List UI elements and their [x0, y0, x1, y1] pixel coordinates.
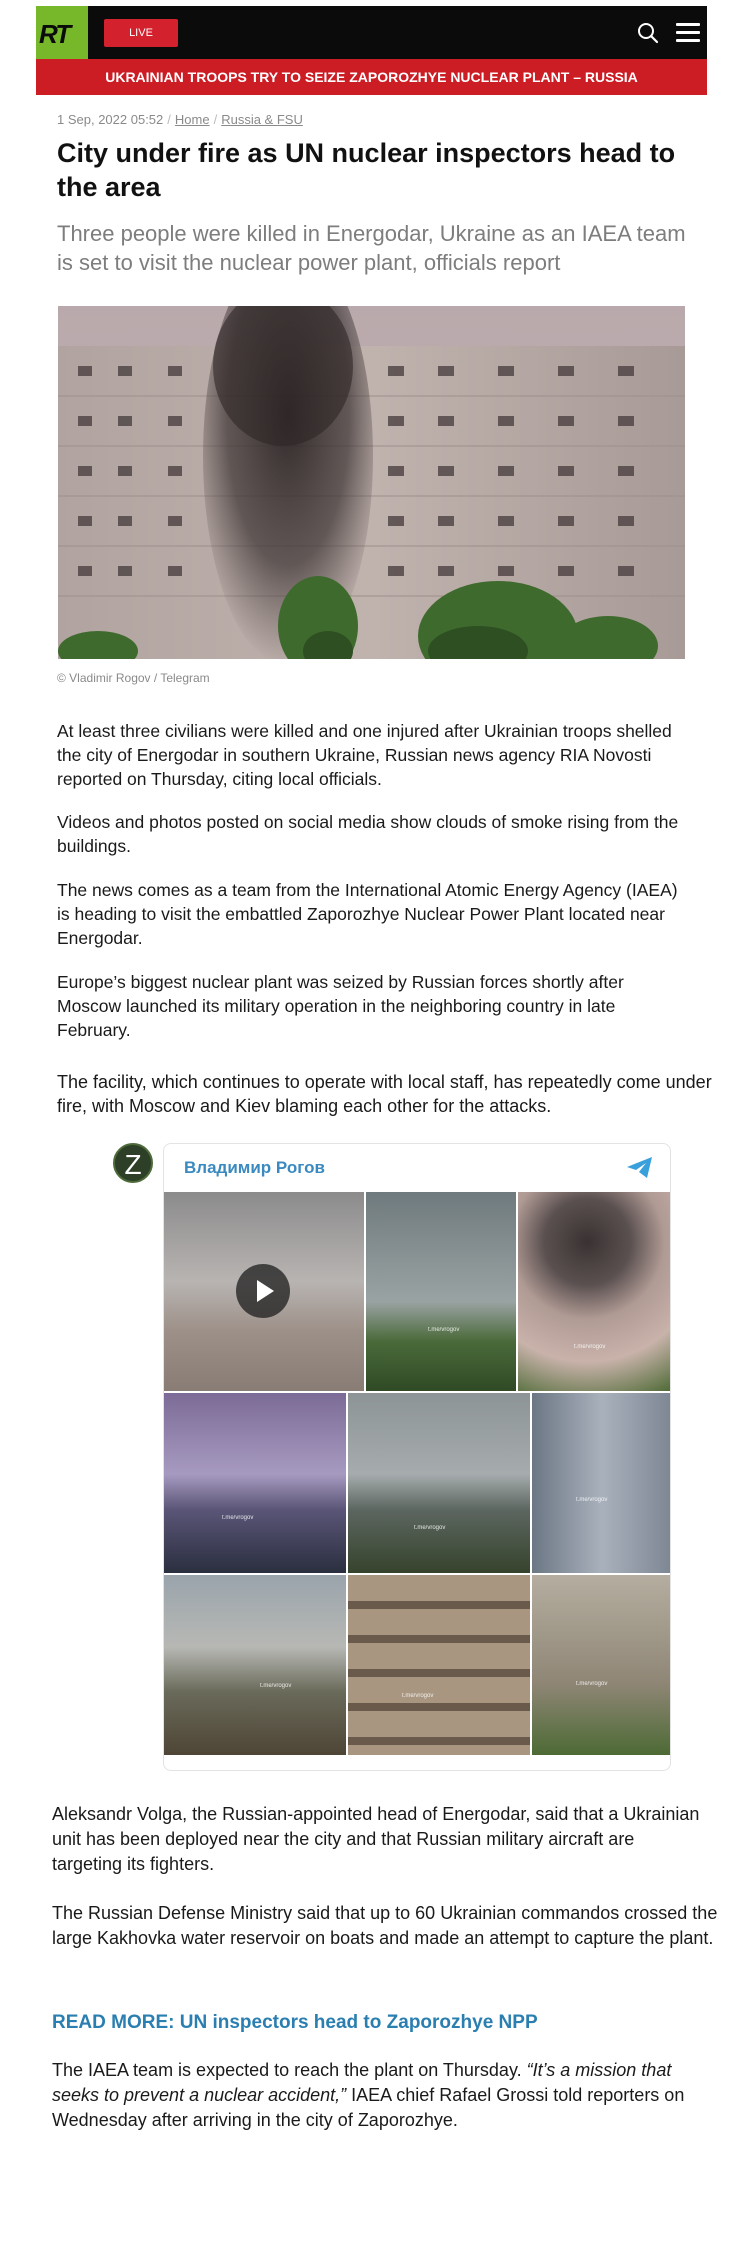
article-paragraph: Videos and photos posted on social media show clouds of smoke rising from the buildings. — [57, 812, 679, 856]
search-icon[interactable] — [637, 22, 659, 44]
telegram-photo[interactable] — [164, 1575, 346, 1755]
quote-text: “It’s a mission that seeks to prevent a nuclear accident,” — [52, 2060, 672, 2105]
telegram-icon[interactable] — [626, 1156, 654, 1180]
article-meta: 1 Sep, 2022 05:52 / Home / Russia & FSU — [57, 112, 303, 127]
article-paragraph: At least three civilians were killed and one injured after Ukrainian troops shelled the city of Energodar in southern Ukraine, Russian news agency RIA Novosti reported on Thursday, citing local officials. — [57, 721, 672, 789]
watermark-text: t.me/vrogov — [576, 1681, 608, 1687]
telegram-channel-avatar[interactable]: Z — [113, 1143, 153, 1183]
breadcrumb-russia-fsu[interactable]: Russia & FSU — [221, 112, 303, 127]
watermark-text: t.me/vrogov — [402, 1693, 434, 1699]
play-icon[interactable] — [236, 1264, 290, 1318]
article-title: City under fire as UN nuclear inspectors head to the area — [57, 138, 676, 202]
article-paragraph: The facility, which continues to operate with local staff, has repeatedly come under fire, with Moscow and Kiev blaming each other for the attacks. — [57, 1072, 712, 1116]
paragraph-text: The IAEA team is expected to reach the plant on Thursday. — [52, 2060, 527, 2080]
logo-text: RT — [39, 19, 70, 49]
article-paragraph: The Russian Defense Ministry said that up to 60 Ukrainian commandos crossed the large Kakhovka water reservoir on boats and made an attempt to capture the plant. — [52, 1903, 718, 1948]
watermark-text: t.me/vrogov — [428, 1327, 460, 1333]
telegram-channel-name[interactable]: Владимир Рогов — [184, 1158, 325, 1177]
hamburger-menu-icon[interactable] — [676, 23, 700, 43]
watermark-text: t.me/vrogov — [222, 1515, 254, 1521]
watermark-text: t.me/vrogov — [414, 1525, 446, 1531]
rt-logo[interactable] — [36, 6, 88, 59]
telegram-video-thumbnail[interactable] — [164, 1192, 364, 1391]
watermark-text: t.me/vrogov — [576, 1497, 608, 1503]
article-paragraph: The news comes as a team from the International Atomic Energy Agency (IAEA) is heading to visit the embattled Zaporozhye Nuclear Power Plant located near Energodar. — [57, 880, 678, 948]
read-more-link[interactable]: READ MORE: UN inspectors head to Zaporozhye NPP — [52, 2012, 538, 2033]
article-paragraph: Aleksandr Volga, the Russian-appointed head of Energodar, said that a Ukrainian unit has been deployed near the city and that Russian military aircraft are targeting its fighters. — [52, 1804, 700, 1874]
breadcrumb-home[interactable]: Home — [174, 112, 210, 127]
telegram-photo[interactable] — [532, 1393, 671, 1573]
telegram-photo[interactable] — [532, 1575, 671, 1755]
article-summary: Three people were killed in Energodar, Ukraine as an IAEA team is set to visit the nuclear power plant, officials report — [57, 221, 686, 275]
article-paragraph — [52, 2058, 712, 2133]
photo-credit: © Vladimir Rogov / Telegram — [57, 671, 210, 685]
site-header — [36, 6, 707, 59]
telegram-photo[interactable] — [348, 1393, 530, 1573]
telegram-photo[interactable] — [348, 1575, 530, 1755]
article-date: 1 Sep, 2022 05:52 — [57, 112, 164, 127]
telegram-photo[interactable] — [518, 1192, 671, 1391]
live-button[interactable]: LIVE — [104, 19, 178, 47]
breaking-news-banner[interactable]: UKRAINIAN TROOPS TRY TO SEIZE ZAPOROZHYE NUCLEAR PLANT – RUSSIA — [36, 59, 707, 95]
hero-image — [58, 306, 685, 659]
watermark-text: t.me/vrogov — [574, 1344, 606, 1350]
telegram-embed — [163, 1143, 671, 1771]
telegram-photo[interactable] — [366, 1192, 516, 1391]
telegram-photo[interactable] — [164, 1393, 346, 1573]
watermark-text: t.me/vrogov — [260, 1683, 292, 1689]
article-paragraph: Europe’s biggest nuclear plant was seized by Russian forces shortly after Moscow launched its military operation in the neighboring country in late February. — [57, 972, 624, 1040]
paragraph-text: IAEA chief Rafael Grossi told reporters on Wednesday after arriving in the city of Zaporozhye. — [52, 2085, 685, 2130]
